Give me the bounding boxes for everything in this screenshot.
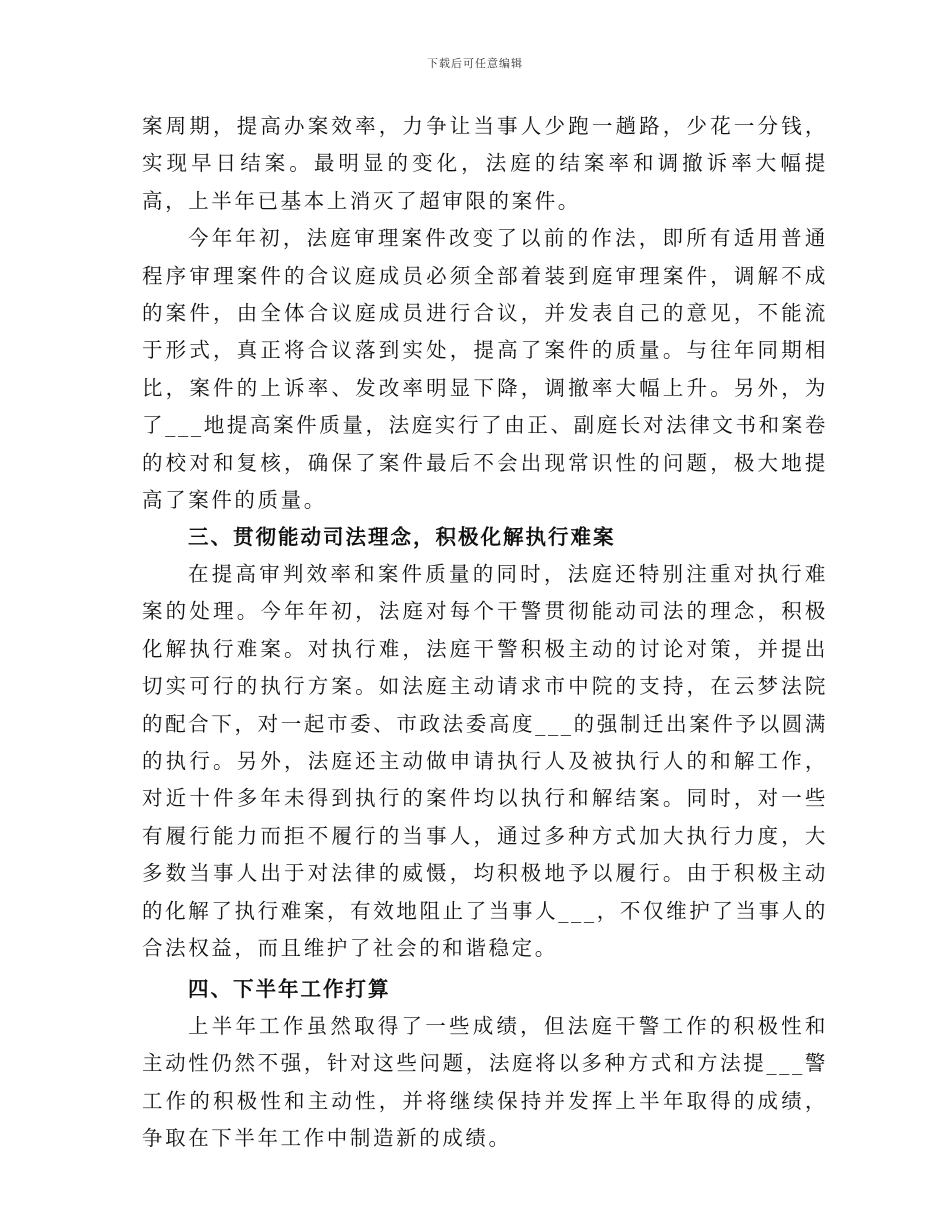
section-heading-3: 三、贯彻能动司法理念，积极化解执行难案: [188, 525, 616, 550]
section-heading-4: 四、下半年工作打算: [188, 977, 391, 1002]
paragraph-3: 在提高审判效率和案件质量的同时，法庭还特别注重对执行难案的处理。今年年初，法庭对每个干警贯彻能动司法的理念，积极化解执行难案。对执行难，法庭干警积极主动的讨论对策，并提出切实可行的执行方案。如法庭主动请求市中院的支持，在云梦法院的配合下，对一起市委、市政法委高度___的强制迁出案件予以圆满的执行。另外，法庭还主动做申请执行人及被执行人的和解工作，对近十件多年未得到执行的案件均以执行和解结案。同时，对一些有履行能力而拒不履行的当事人，通过多种方式加大执行力度，大多数当事人出于对法律的威慑，均积极地予以履行。由于积极主动的化解了执行难案，有效地阻止了当事人___，不仅维护了当事人的合法权益，而且维护了社会的和谐稳定。: [142, 561, 828, 960]
paragraph-4: 上半年工作虽然取得了一些成绩，但法庭干警工作的积极性和主动性仍然不强，针对这些问题，法庭将以多种方式和方法提___警工作的积极性和主动性，并将继续保持并发挥上半年取得的成绩，争取在下半年工作中制造新的成绩。: [142, 1013, 828, 1150]
header-note: 下载后可任意编辑: [427, 57, 523, 70]
document-body: [142, 108, 828, 1157]
paragraph-1: 案周期，提高办案效率，力争让当事人少跑一趟路，少花一分钱，实现早日结案。最明显的变化，法庭的结案率和调撤诉率大幅提高，上半年已基本上消灭了超审限的案件。: [142, 114, 828, 213]
paragraph-2: 今年年初，法庭审理案件改变了以前的作法，即所有适用普通程序审理案件的合议庭成员必须全部着装到庭审理案件，调解不成的案件，由全体合议庭成员进行合议，并发表自己的意见，不能流于形式，真正将合议落到实处，提高了案件的质量。与往年同期相比，案件的上诉率、发改率明显下降，调撤率大幅上升。另外，为了___地提高案件质量，法庭实行了由正、副庭长对法律文书和案卷的校对和复核，确保了案件最后不会出现常识性的问题，极大地提高了案件的质量。: [142, 226, 828, 513]
